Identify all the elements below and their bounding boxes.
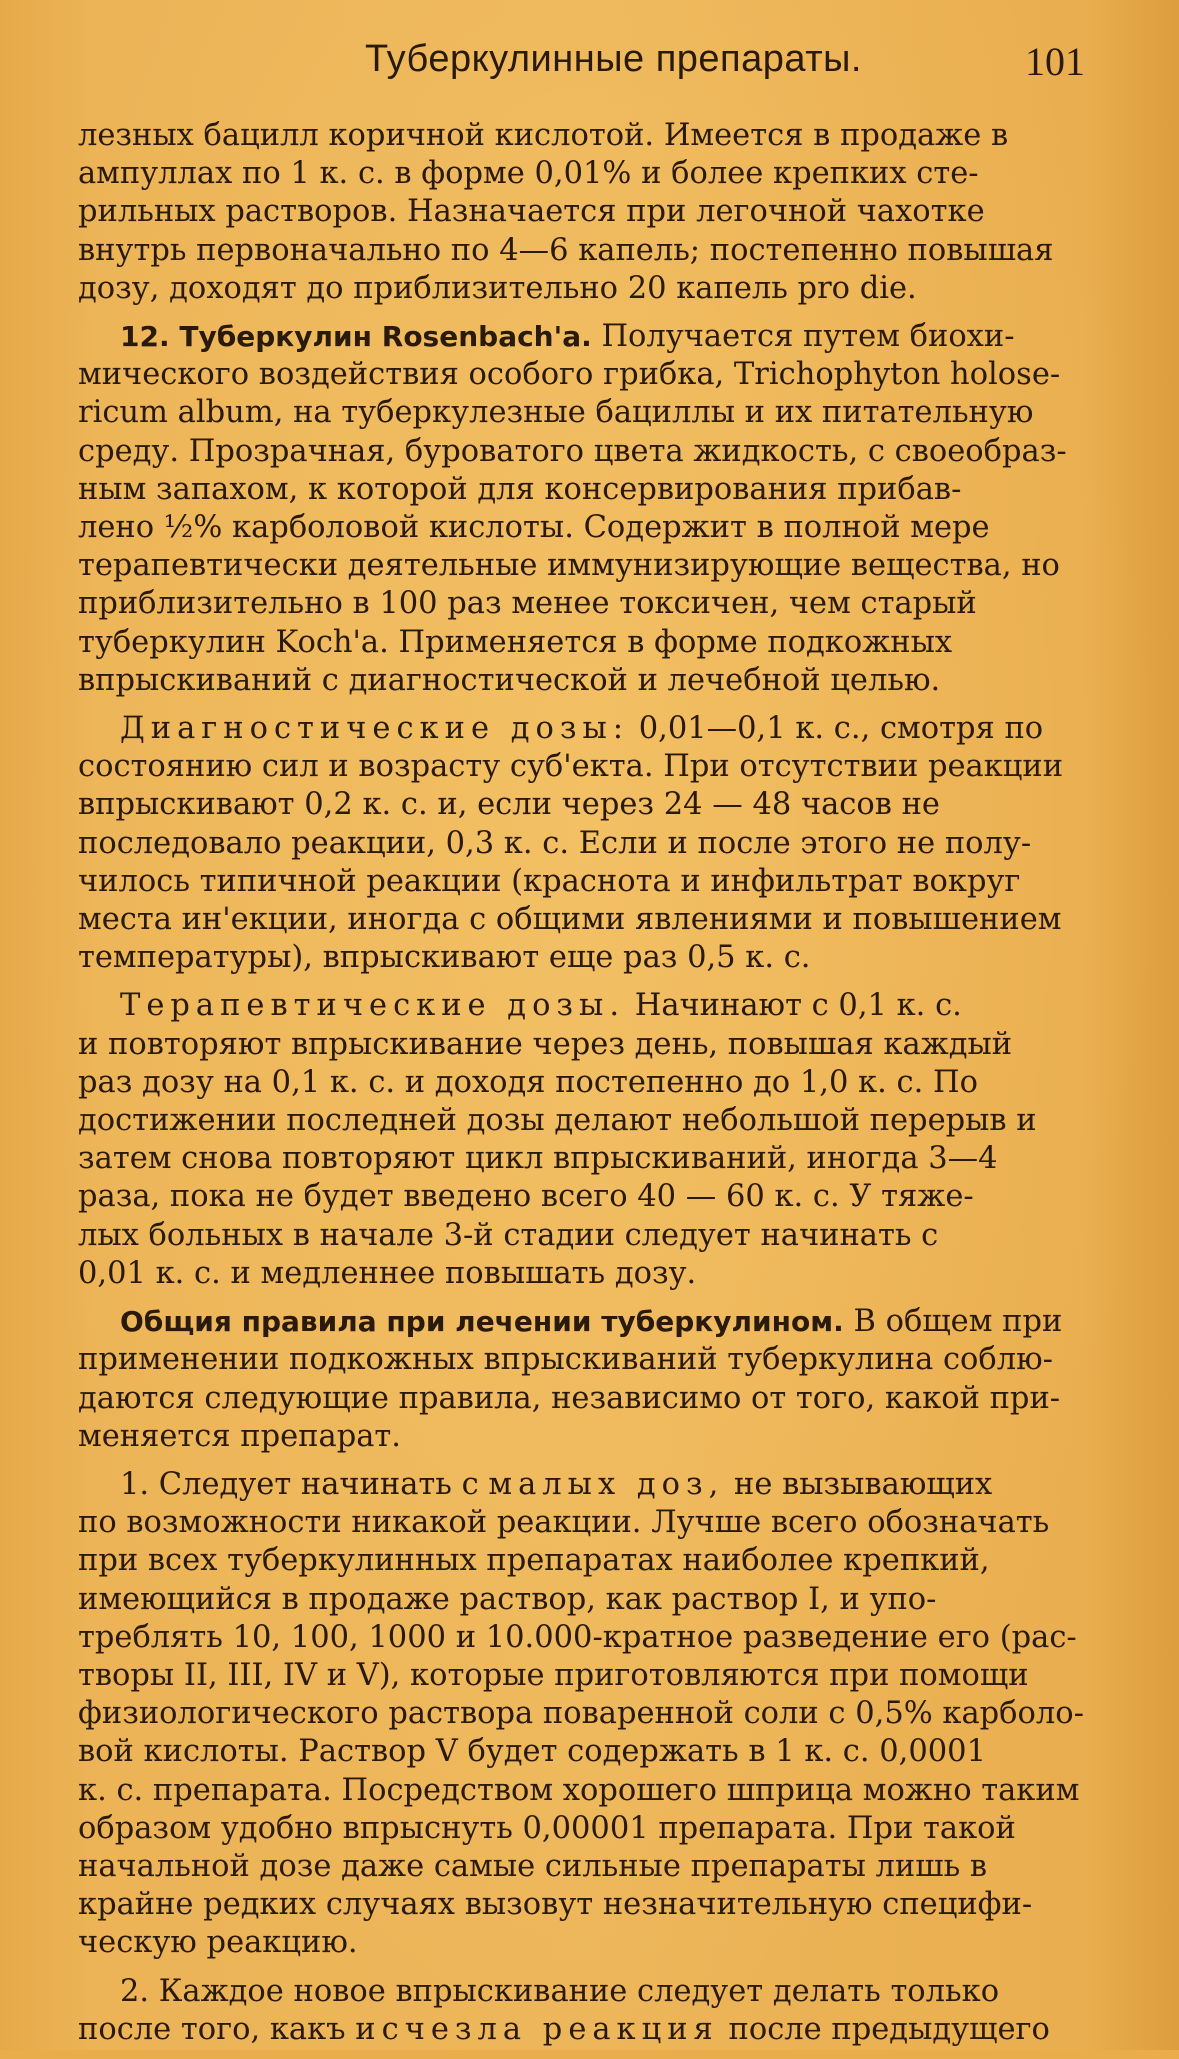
text-line: меняется препарат. xyxy=(78,1418,401,1454)
text-line xyxy=(78,1466,1082,1504)
text-run: 1. Следует начинать с xyxy=(120,1466,479,1502)
text-run: Начинают с 0,1 к. с. xyxy=(634,988,962,1024)
text-line: дозу, доходят до приблизительно 20 капель pro die. xyxy=(78,270,917,306)
text-line: внутрь первоначально по 4—6 капель; постепенно повышая xyxy=(78,232,1054,268)
text-line: имеющийся в продаже раствор, как раствор I, и упо- xyxy=(78,1581,937,1617)
text-line: раз дозу на 0,1 к. с. и доходя постепенно до 1,0 к. с. По xyxy=(78,1064,978,1100)
text-line: впрыскивают 0,2 к. с. и, если через 24 — 48 часов не xyxy=(78,787,940,823)
text-line: творы II, III, IV и V), которые приготовляются при помощи xyxy=(78,1657,1029,1693)
running-title: Туберкулинные препараты. xyxy=(365,38,862,80)
text-line: ным запахом, к которой для консервирования прибав- xyxy=(78,471,962,507)
text-line xyxy=(78,710,1082,748)
text-line: чилось типичной реакции (краснота и инфильтрат вокруг xyxy=(78,863,1021,899)
text-line: температуры), впрыскивают еще раз 0,5 к. с. xyxy=(78,940,811,976)
paragraph-therapeutic-doses xyxy=(78,987,1082,1293)
text-run: В общем при xyxy=(853,1304,1063,1340)
text-line: терапевтически деятельные иммунизирующие вещества, но xyxy=(78,548,1060,584)
spaced-emphasis: исчезла реакция xyxy=(355,2011,719,2047)
text-line: вой кислоты. Раствор V будет содержать в 1 к. с. 0,0001 xyxy=(78,1734,986,1770)
text-line: образом удобно впрыснуть 0,00001 препарата. При такой xyxy=(78,1810,1016,1846)
text-line: крайне редких случаях вызовут незначительную специфи- xyxy=(78,1887,1033,1923)
paragraph-diagnostic-doses xyxy=(78,710,1082,977)
text-line xyxy=(78,987,1082,1025)
text-run: 0,01—0,1 к. с., смотря по xyxy=(638,711,1044,747)
spaced-heading: Терапевтические дозы. xyxy=(120,988,626,1024)
spaced-heading: Диагностические дозы: xyxy=(120,711,630,747)
paragraph-rule-1 xyxy=(78,1466,1082,1963)
text-line: раза, пока не будет введено всего 40 — 60 к. с. У тяже- xyxy=(78,1179,974,1215)
text-line: лено ½% карболовой кислоты. Содержит в полной мере xyxy=(78,510,990,546)
paragraph-rule-2 xyxy=(78,1973,1082,2049)
text-line: достижении последней дозы делают небольшой перерыв и xyxy=(78,1103,1037,1139)
paragraph-rosenbach xyxy=(78,318,1082,700)
text-line xyxy=(78,1303,1082,1341)
text-line: лезных бацилл коричной кислотой. Имеется в продаже в xyxy=(78,118,1009,153)
section-heading: 12. Туберкулин Rosenbach'a. xyxy=(120,320,592,354)
text-run: после предыдущего xyxy=(728,2011,1050,2047)
text-line xyxy=(78,318,1082,356)
text-line: ампуллах по 1 к. с. в форме 0,01% и более крепких сте- xyxy=(78,156,979,192)
text-line: среду. Прозрачная, буроватого цвета жидкость, с своеобраз- xyxy=(78,433,1067,469)
text-line: даются следующие правила, независимо от того, какой при- xyxy=(78,1380,1061,1416)
page-body xyxy=(78,117,1082,2059)
text-line: затем снова повторяют цикл впрыскиваний, иногда 3—4 xyxy=(78,1141,998,1177)
text-line: впрыскиваний с диагностической и лечебной целью. xyxy=(78,662,941,698)
text-line: начальной дозе даже самые сильные препараты лишь в xyxy=(78,1848,988,1884)
text-run: Получается путем биохи- xyxy=(601,319,1015,355)
text-line: физиологического раствора поваренной соли с 0,5% карболо- xyxy=(78,1696,1084,1732)
text-run: не вызывающих xyxy=(734,1466,993,1502)
text-line: места ин'екции, иногда с общими явлениями и повышением xyxy=(78,902,1062,938)
text-line xyxy=(78,2011,1082,2049)
page-header xyxy=(100,38,1090,94)
text-line: последовало реакции, 0,3 к. с. Если и после этого не полу- xyxy=(78,825,1032,861)
text-line: ricum album, на туберкулезные бациллы и их питательную xyxy=(78,395,1034,431)
text-line: по возможности никакой реакции. Лучше всего обозначать xyxy=(78,1505,1050,1541)
text-line: 0,01 к. с. и медленнее повышать дозу. xyxy=(78,1255,697,1291)
text-line: туберкулин Koch'a. Применяется в форме подкожных xyxy=(78,624,953,660)
text-line: мического воздействия особого грибка, Trichophyton holose- xyxy=(78,357,1061,393)
text-line: ческую реакцию. xyxy=(78,1925,358,1961)
text-line: и повторяют впрыскивание через день, повышая каждый xyxy=(78,1026,1013,1062)
text-line: к. с. препарата. Посредством хорошего шприца можно таким xyxy=(78,1772,1080,1808)
section-heading: Общия правила при лечении туберкулином. xyxy=(120,1305,844,1339)
spaced-emphasis: малых доз, xyxy=(488,1466,725,1502)
paragraph-continuation xyxy=(78,117,1082,308)
text-line: лых больных в начале 3-й стадии следует начинать с xyxy=(78,1217,939,1253)
text-line: 2. Каждое новое впрыскивание следует делать только xyxy=(120,1973,1000,2009)
text-line: рильных растворов. Назначается при легочной чахотке xyxy=(78,194,985,230)
text-line: применении подкожных впрыскиваний туберкулина соблю- xyxy=(78,1342,1053,1378)
paragraph-general-rules xyxy=(78,1303,1082,1456)
page-number: 101 xyxy=(1025,39,1085,84)
text-line: приблизительно в 100 раз менее токсичен, чем старый xyxy=(78,586,977,622)
text-line: при всех туберкулинных препаратах наиболее крепкий, xyxy=(78,1543,990,1579)
text-line: треблять 10, 100, 1000 и 10.000-кратное разведение его (рас- xyxy=(78,1619,1077,1655)
text-run: после того, какъ xyxy=(78,2011,346,2047)
text-line: состоянию сил и возрасту суб'екта. При отсутствии реакции xyxy=(78,749,1064,785)
